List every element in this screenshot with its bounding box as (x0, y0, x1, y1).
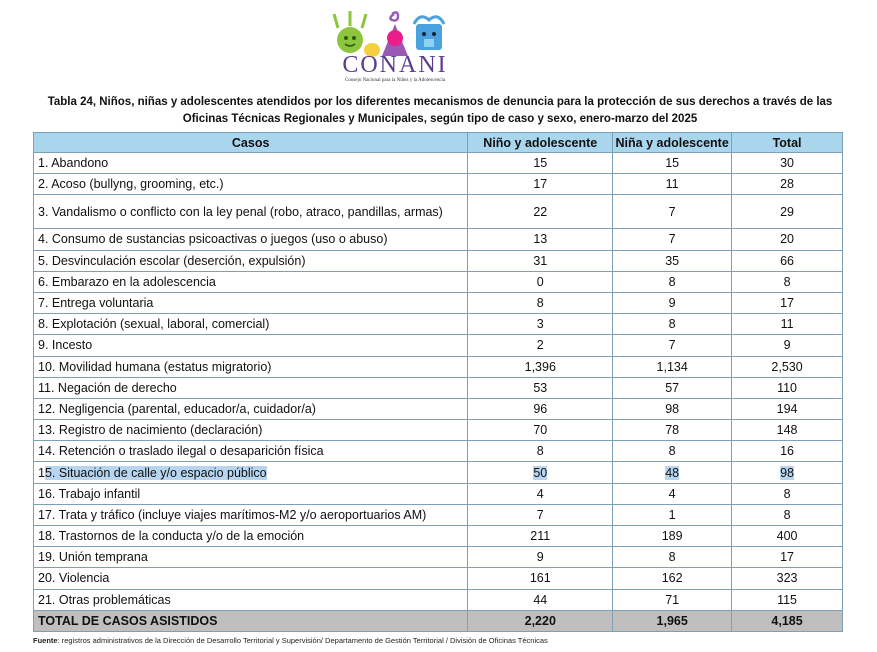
case-label: 3. Vandalismo o conflicto con la ley penal (robo, atraco, pandillas, armas) (34, 195, 468, 229)
table-row (34, 526, 843, 547)
girls-value (613, 462, 732, 483)
total-value: 2,530 (732, 356, 843, 377)
case-label: 10. Movilidad humana (estatus migratorio) (34, 356, 468, 377)
total-boys: 2,220 (468, 610, 613, 631)
boys-value: 7 (468, 504, 613, 525)
girls-value: 71 (613, 589, 732, 610)
girls-value: 189 (613, 526, 732, 547)
total-value: 323 (732, 568, 843, 589)
girls-value: 7 (613, 195, 732, 229)
girls-value: 162 (613, 568, 732, 589)
caption-line-1: Tabla 24, Niños, niñas y adolescentes atendidos por los diferentes mecanismos de denuncia para la protección de sus derechos a través de las (47, 96, 833, 108)
table-header-row (34, 133, 843, 153)
total-value: 115 (732, 589, 843, 610)
girls-value: 57 (613, 377, 732, 398)
boys-value: 31 (468, 250, 613, 271)
boys-value: 22 (468, 195, 613, 229)
total-value: 8 (732, 271, 843, 292)
table-row (34, 335, 843, 356)
case-label: 17. Trata y tráfico (incluye viajes marítimos-M2 y/o aeroportuarios AM) (34, 504, 468, 525)
table-row (34, 195, 843, 229)
table-row (34, 271, 843, 292)
boys-value: 211 (468, 526, 613, 547)
girls-value: 9 (613, 292, 732, 313)
boys-value: 96 (468, 398, 613, 419)
table-row (34, 568, 843, 589)
total-value: 9 (732, 335, 843, 356)
boys-value: 17 (468, 174, 613, 195)
boys-value: 70 (468, 420, 613, 441)
header-casos: Casos (34, 133, 468, 153)
table-row (34, 153, 843, 174)
table-caption (20, 94, 860, 128)
total-value: 17 (732, 547, 843, 568)
case-label: 7. Entrega voluntaria (34, 292, 468, 313)
case-label: 20. Violencia (34, 568, 468, 589)
table-row (34, 420, 843, 441)
case-label: 4. Consumo de sustancias psicoactivas o juegos (uso o abuso) (34, 229, 468, 250)
total-value: 29 (732, 195, 843, 229)
total-row (34, 610, 843, 631)
case-label: 21. Otras problemáticas (34, 589, 468, 610)
total-value: 148 (732, 420, 843, 441)
total-all: 4,185 (732, 610, 843, 631)
table-row (34, 314, 843, 335)
header-total: Total (732, 133, 843, 153)
case-label: 9. Incesto (34, 335, 468, 356)
table-row (34, 292, 843, 313)
table-row (34, 483, 843, 504)
boys-value: 0 (468, 271, 613, 292)
case-label: 5. Desvinculación escolar (deserción, expulsión) (34, 250, 468, 271)
girls-value: 1 (613, 504, 732, 525)
case-label: 2. Acoso (bullyng, grooming, etc.) (34, 174, 468, 195)
boys-value: 4 (468, 483, 613, 504)
source-label: Fuente (33, 636, 58, 645)
table-row (34, 174, 843, 195)
table-row (34, 356, 843, 377)
table-row (34, 441, 843, 462)
table-row (34, 398, 843, 419)
boys-value: 3 (468, 314, 613, 335)
selected-boys[interactable]: 50 (533, 465, 548, 480)
girls-value: 7 (613, 335, 732, 356)
total-value: 28 (732, 174, 843, 195)
source-text: : registros administrativos de la Dirección de Desarrollo Territorial y Supervisión/ Departamento de Gestión Territorial / División de Oficinas Técnicas (57, 636, 548, 645)
case-prefix: 1 (38, 465, 45, 480)
girls-value: 11 (613, 174, 732, 195)
total-value: 17 (732, 292, 843, 313)
boys-value: 161 (468, 568, 613, 589)
boys-value: 15 (468, 153, 613, 174)
total-value: 66 (732, 250, 843, 271)
girls-value: 15 (613, 153, 732, 174)
girls-value: 8 (613, 271, 732, 292)
case-label: 12. Negligencia (parental, educador/a, cuidador/a) (34, 398, 468, 419)
total-value (732, 462, 843, 483)
case-label: 14. Retención o traslado ilegal o desaparición física (34, 441, 468, 462)
girls-value: 8 (613, 314, 732, 335)
table-row-selected (34, 462, 843, 483)
table-row (34, 250, 843, 271)
total-value: 400 (732, 526, 843, 547)
total-value: 194 (732, 398, 843, 419)
total-value: 20 (732, 229, 843, 250)
case-label: 19. Unión temprana (34, 547, 468, 568)
girls-value: 35 (613, 250, 732, 271)
header-nina: Niña y adolescente (613, 133, 732, 153)
case-label: 6. Embarazo en la adolescencia (34, 271, 468, 292)
table-row (34, 377, 843, 398)
table-row (34, 547, 843, 568)
source-note (33, 636, 548, 645)
girls-value: 78 (613, 420, 732, 441)
boys-value: 2 (468, 335, 613, 356)
table-row (34, 229, 843, 250)
total-value: 8 (732, 483, 843, 504)
girls-value: 4 (613, 483, 732, 504)
boys-value: 1,396 (468, 356, 613, 377)
table-row (34, 589, 843, 610)
case-label: 8. Explotación (sexual, laboral, comercial) (34, 314, 468, 335)
girls-value: 7 (613, 229, 732, 250)
boys-value: 8 (468, 292, 613, 313)
case-label: 1. Abandono (34, 153, 468, 174)
boys-value: 13 (468, 229, 613, 250)
case-label: 11. Negación de derecho (34, 377, 468, 398)
case-label: 18. Trastornos de la conducta y/o de la emoción (34, 526, 468, 547)
girls-value: 1,134 (613, 356, 732, 377)
case-label (34, 462, 468, 483)
selected-total[interactable]: 98 (780, 465, 794, 480)
girls-value: 98 (613, 398, 732, 419)
boys-value (468, 462, 613, 483)
total-girls: 1,965 (613, 610, 732, 631)
case-label: 16. Trabajo infantil (34, 483, 468, 504)
header-nino: Niño y adolescente (468, 133, 613, 153)
boys-value: 8 (468, 441, 613, 462)
total-value: 16 (732, 441, 843, 462)
girls-value: 8 (613, 441, 732, 462)
total-value: 30 (732, 153, 843, 174)
caption-line-2: Oficinas Técnicas Regionales y Municipales, según tipo de caso y sexo, enero-marzo del 2025 (182, 113, 698, 125)
total-value: 8 (732, 504, 843, 525)
selected-girls[interactable]: 48 (665, 465, 680, 480)
total-value: 11 (732, 314, 843, 335)
boys-value: 44 (468, 589, 613, 610)
logo-tagline: Consejo Nacional para la Niñez y la Adolescencia (344, 78, 446, 83)
case-label: 13. Registro de nacimiento (declaración) (34, 420, 468, 441)
logo-wordmark: CONANI (342, 52, 448, 78)
table-row (34, 504, 843, 525)
boys-value: 9 (468, 547, 613, 568)
girls-value: 8 (613, 547, 732, 568)
conani-logo (320, 6, 470, 86)
boys-value: 53 (468, 377, 613, 398)
total-value: 110 (732, 377, 843, 398)
total-label: TOTAL DE CASOS ASISTIDOS (34, 610, 468, 631)
cases-table (33, 132, 843, 632)
selected-text[interactable]: 5. Situación de calle y/o espacio público (44, 465, 267, 480)
